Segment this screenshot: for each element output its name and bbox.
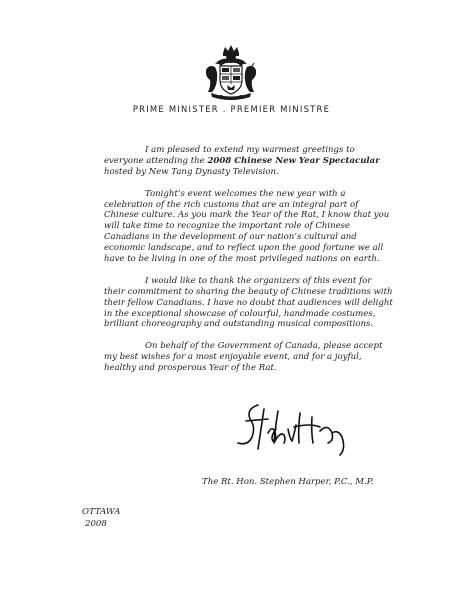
greeting-text-start: I am pleased to extend my warmest greetings to everyone attending the — [104, 145, 355, 166]
year: 2008 — [85, 518, 107, 529]
city: OTTAWA — [82, 507, 121, 517]
event-name: 2008 Chinese New Year Spectacular — [207, 155, 380, 166]
coat-of-arms-icon — [203, 44, 259, 102]
signer-name: The Rt. Hon. Stephen Harper, P.C., M.P. — [202, 477, 374, 487]
paragraph-celebration: Tonight’s event welcomes the new year with a celebration of the rich customs that are an integral part of Chinese culture. As you mark the Year of the Rat, I know that you will take time to recognize the important role of Chinese Canadians in the development of our nation’s cultural and economic landscape, and to reflect upon the good fortune we all have to be living in one of the most privileged nations on earth. — [104, 188, 390, 265]
letter-body — [104, 145, 394, 385]
place-and-date — [82, 507, 120, 530]
paragraph-wishes: On behalf of the Government of Canada, please accept my best wishes for a most enjoyable event, and for a joyful, healthy and prosperous Year of the Rat. — [104, 341, 383, 374]
paragraph-greeting — [104, 145, 394, 178]
paragraph-thanks: I would like to thank the organizers of this event for their commitment to sharing the beauty of Chinese traditions with their fellow Canadians. I have no doubt that audiences will delight in the exceptional showcase of colourful, handmade costumes, brilliant choreography and outstanding musical compositions. — [104, 275, 393, 330]
signature — [228, 399, 358, 457]
greeting-text-end: hosted by New Tang Dynasty Television. — [104, 166, 279, 177]
office-title: PRIME MINISTER . PREMIER MINISTRE — [132, 104, 331, 114]
